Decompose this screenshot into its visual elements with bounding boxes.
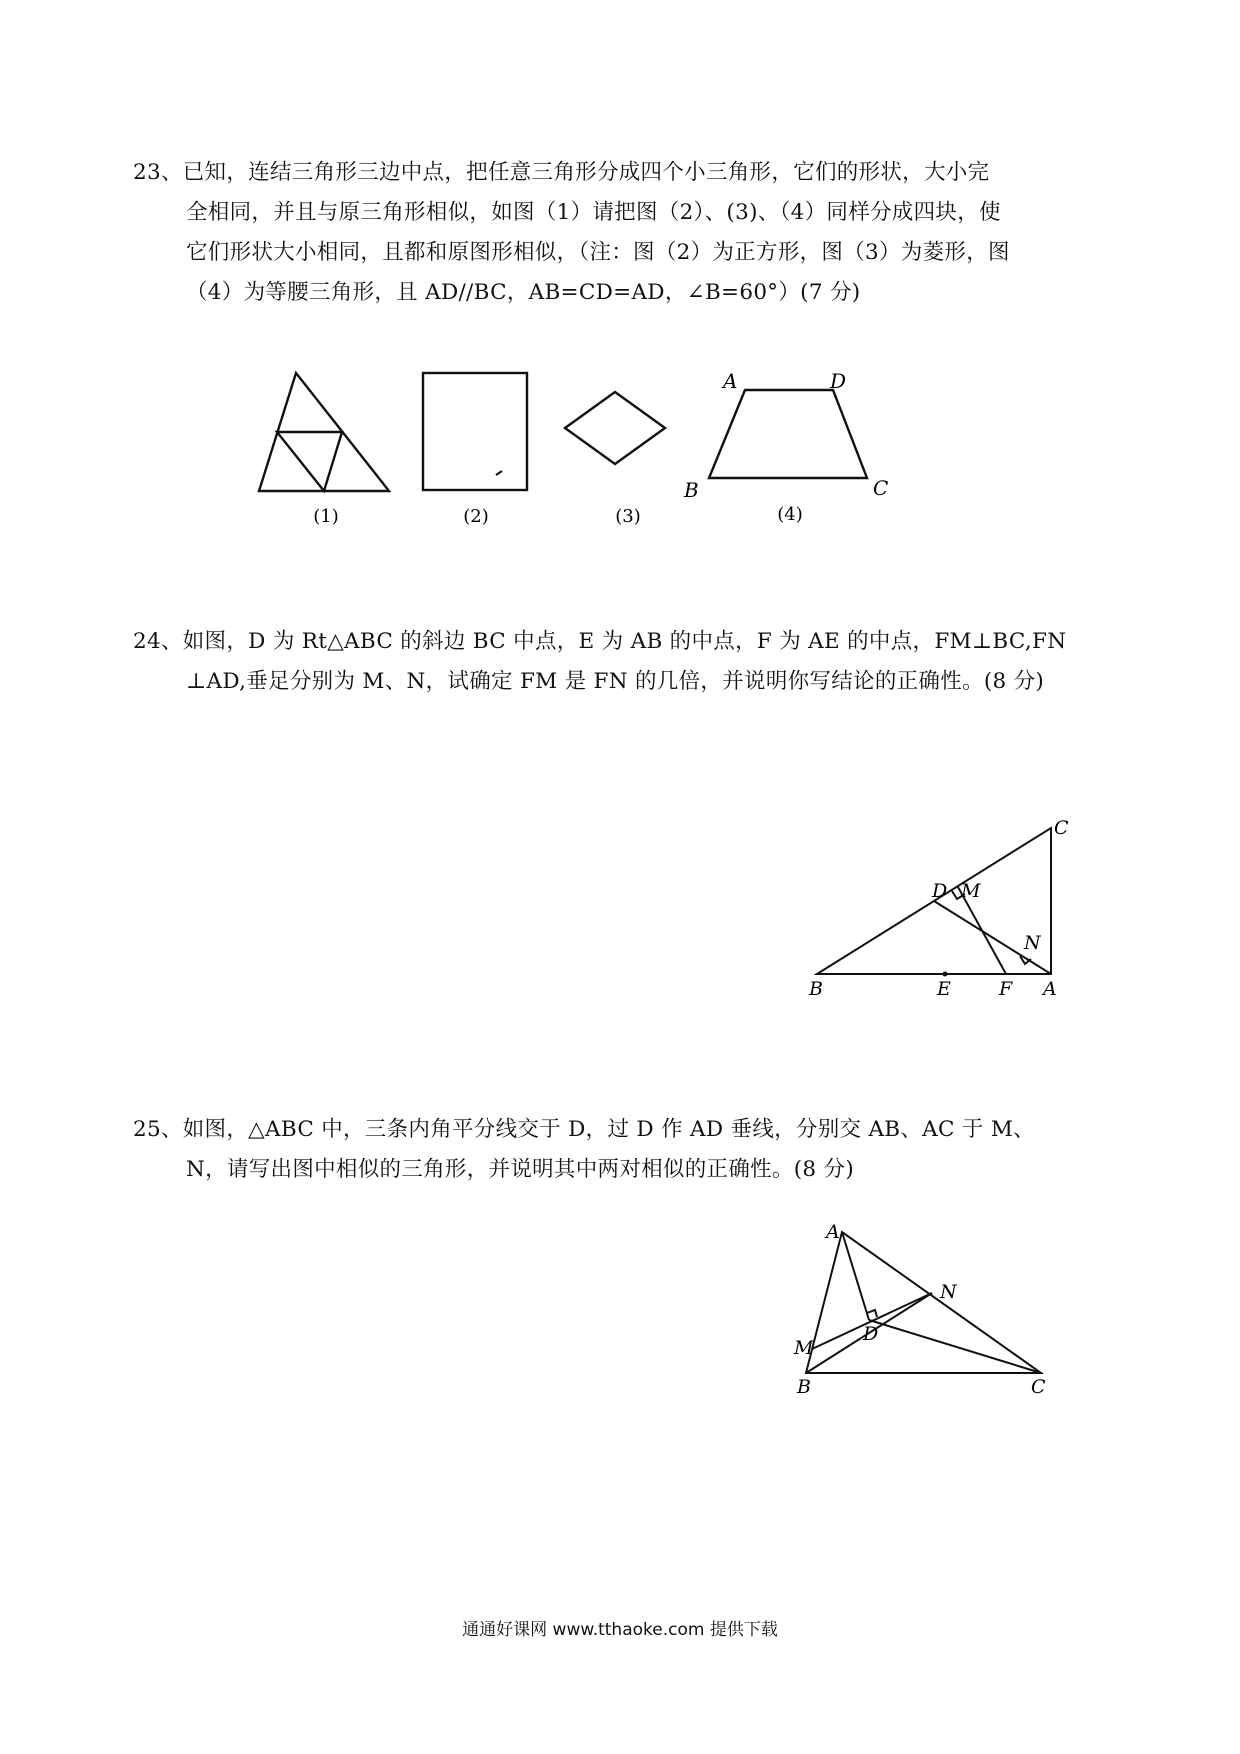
q24-label-A: A [1043, 978, 1057, 1000]
q23-caption-3: (3) [615, 506, 641, 527]
q24-label-D: D [932, 880, 948, 902]
q24-label-B: B [809, 978, 823, 1000]
question-23-line-1: 23、已知，连结三角形三边中点，把任意三角形分成四个小三角形，它们的形状，大小完 [133, 160, 990, 185]
q25-label-N: N [940, 1281, 957, 1303]
q25-segment-dc [869, 1320, 1041, 1373]
question-25 [133, 1110, 1123, 1190]
page-footer: 通通好课网 www.tthaoke.com 提供下载 [462, 1620, 778, 1640]
q25-triangle-abc [806, 1232, 1041, 1373]
q25-label-B: B [797, 1376, 811, 1398]
q24-label-E: E [937, 978, 951, 1000]
q23-label-D: D [830, 369, 847, 393]
q23-caption-2: (2) [463, 506, 489, 527]
q24-label-C: C [1054, 817, 1069, 839]
q23-caption-1: (1) [313, 506, 339, 527]
q25-label-D: D [863, 1323, 879, 1345]
q25-segment-ad [842, 1232, 869, 1320]
question-24-line-2: ⊥AD,垂足分别为 M、N，试确定 FM 是 FN 的几倍，并说明你写结论的正确性。(8 分) [186, 669, 1045, 694]
q23-caption-4: (4) [777, 504, 803, 525]
q24-label-N: N [1024, 932, 1041, 954]
question-25-line-2: N，请写出图中相似的三角形，并说明其中两对相似的正确性。(8 分) [186, 1157, 855, 1182]
q25-label-A: A [826, 1221, 840, 1243]
q23-label-B: B [684, 478, 699, 502]
question-23-line-4: （4）为等腰三角形，且 AD//BC，AB=CD=AD，∠B=60°）(7 分) [186, 280, 861, 305]
q23-label-A: A [723, 369, 738, 393]
q25-label-M: M [794, 1337, 814, 1359]
question-23-line-2: 全相同，并且与原三角形相似，如图（1）请把图（2）、(3)、（4）同样分成四块，使 [186, 200, 1001, 225]
question-25-line-1: 25、如图，△ABC 中，三条内角平分线交于 D，过 D 作 AD 垂线，分别交 AB、AC 于 M、 [133, 1117, 1035, 1142]
question-23-line-3: 它们形状大小相同，且都和原图形相似，（注：图（2）为正方形，图（3）为菱形，图 [186, 240, 1010, 265]
q24-label-F: F [999, 978, 1013, 1000]
q23-label-C: C [873, 476, 889, 500]
q25-label-C: C [1031, 1376, 1046, 1398]
question-24-line-1: 24、如图，D 为 Rt△ABC 的斜边 BC 中点，E 为 AB 的中点，F 为 AE 的中点，FM⊥BC,FN [133, 629, 1067, 654]
q24-label-M: M [961, 880, 981, 902]
